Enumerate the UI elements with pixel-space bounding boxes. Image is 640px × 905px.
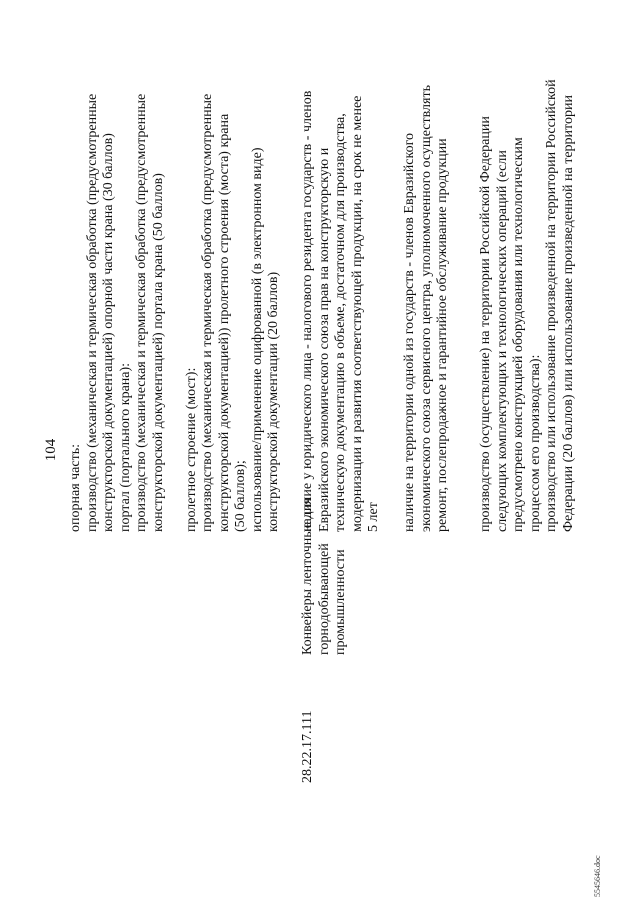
text-line: производство или использование произведенной на территории Российской (544, 79, 559, 532)
text-line: следующих комплектующих и технологических операций (если (494, 150, 510, 532)
text-line: наличие на территории одной из государств - членов Евразийского (402, 133, 417, 532)
text-line: промышленности (333, 549, 348, 655)
okpd-code: 28.22.17.111 (300, 710, 315, 783)
requirements-block-1 (300, 22, 383, 532)
text-line: Конвейеры ленточные для (300, 498, 315, 655)
text-line: техническую документацию в объеме, достаточном для производства, (333, 113, 348, 532)
text-line: ремонт, послепродажное и гарантийное обслуживание продукции (435, 138, 450, 532)
text-line: экономического союза сервисного центра, уполномоченного осуществлять (418, 85, 434, 532)
text-line: производство (механическая и термическая обработка (предусмотренные (200, 93, 215, 532)
text-line: использование/применение оцифрованной (в электронном виде) (249, 147, 265, 532)
text-line: производство (осуществление) на территории Российской Федерации (478, 116, 493, 532)
text-line: пролетное строение (мост): (183, 367, 199, 532)
text-line: Федерации (20 баллов) или использование произведенной на территории (560, 95, 576, 532)
text-line: Евразийского экономического союза прав на конструкторскую и (316, 147, 332, 532)
text-line (167, 22, 184, 532)
text-line: производство (механическая и термическая обработка (предусмотренные (84, 93, 100, 532)
text-line: 5 лет (366, 502, 381, 532)
continued-requirements (68, 22, 283, 532)
text-line: (50 баллов); (233, 460, 248, 532)
text-line: опорная часть: (68, 444, 83, 532)
text-line: конструкторской документацией)) пролетного строения (моста) крана (216, 113, 232, 532)
text-line: наличие у юридического лица - налогового резидента государств - членов (300, 90, 315, 532)
text-line: горнодобывающей (316, 543, 332, 655)
text-line: конструкторской документации (20 баллов) (266, 271, 281, 532)
requirements-block-2 (402, 22, 452, 532)
text-line: конструкторской документацией) опорной части крана (30 баллов) (101, 133, 116, 532)
requirements-block-3 (478, 22, 577, 532)
text-line: предусмотрено конструкцией оборудования или технологическим (511, 137, 526, 532)
text-line: процессом его производства): (527, 354, 543, 532)
text-line: производство (механическая и термическая обработка (предусмотренные (134, 93, 149, 532)
text-line: портал (портального крана): (117, 362, 133, 532)
page-number: 104 (43, 438, 59, 462)
footer-file-code: 5545646.doc (593, 855, 602, 897)
text-line: модернизации и развития соответствующей продукции, на срок не менее (349, 95, 365, 532)
text-line: конструкторской документацией) портала крана (50 баллов) (150, 173, 166, 532)
